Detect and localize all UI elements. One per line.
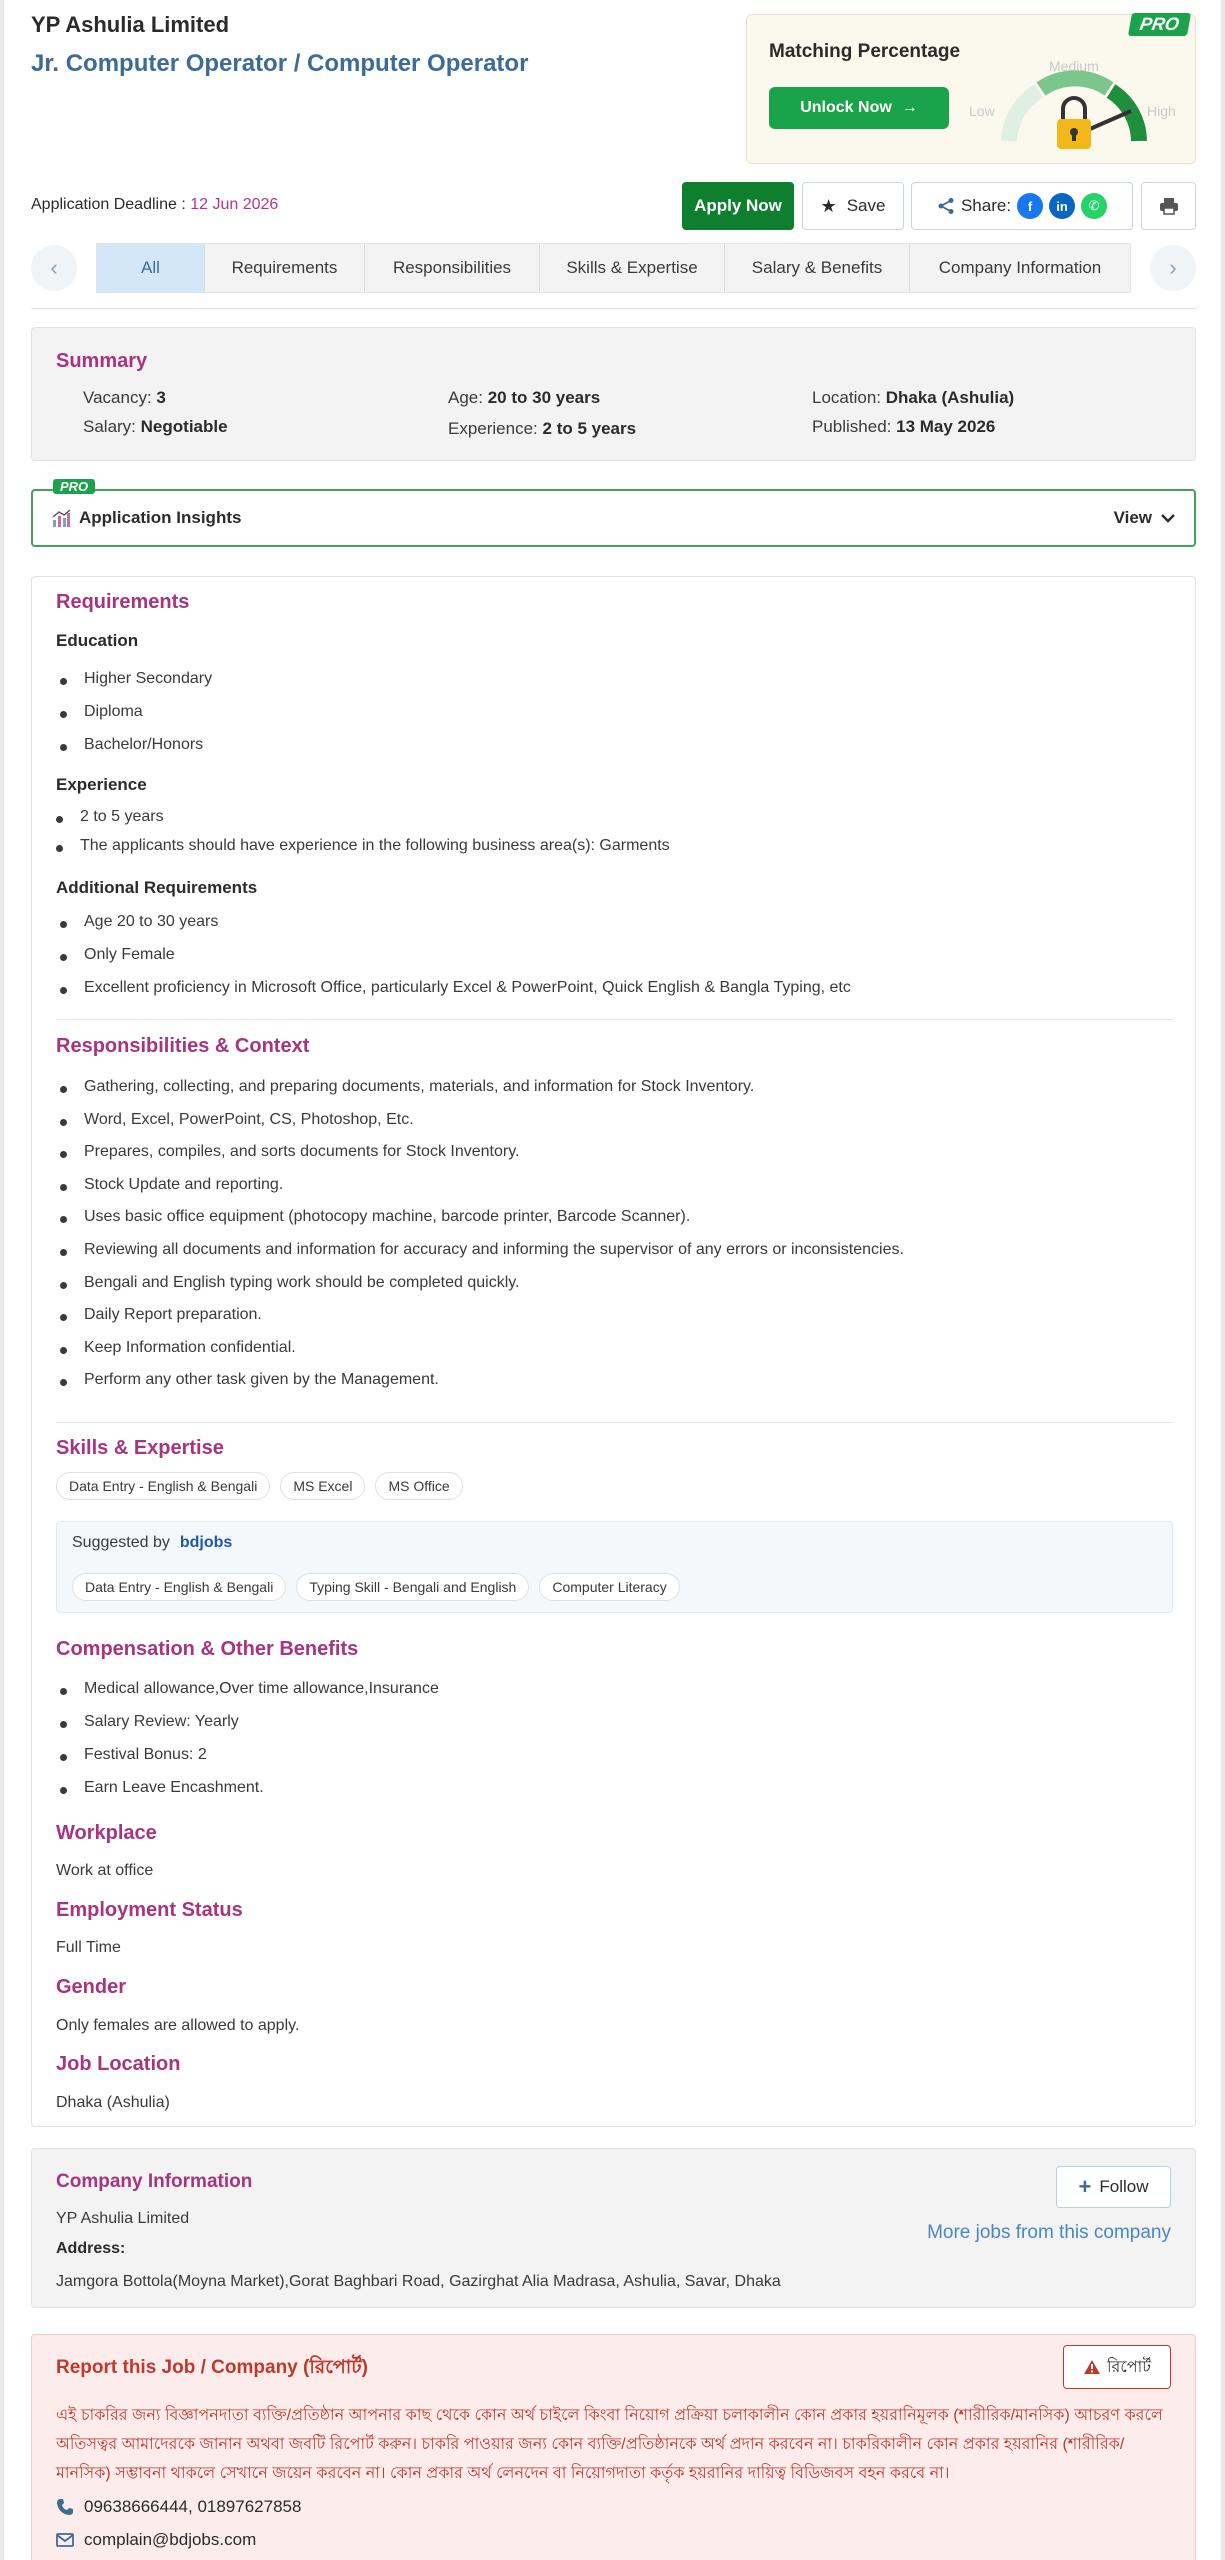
gender-value: Only females are allowed to apply. [56, 2017, 300, 2034]
suggested-by-label: Suggested by [72, 1534, 170, 1551]
summary-card [31, 327, 1196, 461]
compensation-list [56, 1680, 439, 1812]
gauge-low-label: Low [969, 103, 995, 119]
insights-label-group [51, 508, 241, 528]
company-information-title: Company Information [56, 2171, 253, 2192]
skills-title: Skills & Expertise [56, 1437, 224, 1459]
list-item: Only Female [56, 946, 851, 979]
lock-icon [1057, 98, 1091, 149]
application-deadline [31, 196, 278, 214]
suggested-skill-chip[interactable]: Data Entry - English & Bengali [72, 1573, 286, 1601]
suggested-skill-chip[interactable]: Computer Literacy [539, 1573, 679, 1601]
tabs-prev-arrow[interactable] [31, 245, 77, 291]
report-job-card [31, 2334, 1196, 2560]
responsibilities-list [56, 1078, 904, 1404]
company-information-card [31, 2148, 1196, 2308]
section-tabs [96, 243, 1131, 293]
suggested-skill-chip[interactable]: Typing Skill - Bengali and English [296, 1573, 529, 1601]
summary-age: Age: 20 to 30 years [448, 388, 601, 407]
report-warning-text: এই চাকরির জন্য বিজ্ঞাপনদাতা ব্যক্তি/প্রতিষ্ঠান আপনার কাছ থেকে কোন অর্থ চাইলে কিংবা নিয়োগ প্রক্রিয়া চলাকালীন কোন প্রকার হয়রানিমূলক (শারীরিক/মানসিক) আচরণ করলে অতিসত্বর আমাদেরকে জানান অথবা জবটি রিপোর্ট করুন। চাকরি পাওয়ার জন্য কোন ব্যক্তি/প্রতিষ্ঠানকে অর্থ প্রদান করবেন না। চাকরিকালীন কোন প্রকার হয়রানির (শারীরিক/মানসিক) সম্ভাবনা থাকলে সেখানে জয়েন করবেন না। কোন প্রকার অর্থ লেনদেন বা নিয়োগদাতা কর্তৃক হয়রানির দায়িত্ব বিডিজবস বহন করবে না। [56, 2407, 1163, 2482]
plus-icon: + [1078, 2174, 1092, 2199]
job-location-title: Job Location [56, 2053, 181, 2075]
list-item: Keep Information confidential. [56, 1339, 904, 1372]
report-button-label: রিপোর্ট [1106, 2358, 1152, 2376]
address-label: Address: [56, 2240, 126, 2257]
insights-pro-badge: PRO [53, 479, 95, 494]
share-label: Share: [960, 196, 1012, 215]
responsibilities-title: Responsibilities & Context [56, 1035, 310, 1057]
pro-badge: PRO [1128, 13, 1191, 36]
chevron-down-icon [1160, 513, 1176, 523]
section-tabs-bar [31, 243, 1196, 293]
bdjobs-logo: bdjobs [179, 1534, 233, 1551]
gauge-medium-label: Medium [1049, 58, 1099, 74]
summary-published: Published: 13 May 2026 [812, 417, 996, 436]
summary-location: Location: Dhaka (Ashulia) [812, 388, 1015, 407]
chevron-right-icon: › [1169, 255, 1177, 280]
skill-chip: MS Excel [280, 1472, 365, 1500]
phone-icon [56, 2498, 74, 2516]
education-list [56, 670, 212, 769]
unlock-now-button[interactable] [769, 87, 949, 129]
printer-icon [1159, 197, 1179, 215]
insights-chart-icon [51, 508, 71, 528]
list-item: Higher Secondary [56, 670, 212, 703]
gender-title: Gender [56, 1976, 127, 1998]
tab-salary-benefits[interactable]: Salary & Benefits [725, 244, 910, 292]
follow-label: Follow [1099, 2177, 1149, 2196]
list-item: Earn Leave Encashment. [56, 1779, 439, 1812]
report-email [56, 2530, 256, 2550]
suggested-skills-box [56, 1521, 1173, 1613]
deadline-label: Application Deadline : [31, 196, 191, 213]
company-name[interactable]: YP Ashulia Limited [31, 12, 230, 37]
requirements-title: Requirements [56, 591, 190, 613]
insights-label: Application Insights [79, 508, 242, 527]
list-item: Age 20 to 30 years [56, 913, 851, 946]
report-email-address[interactable]: complain@bdjobs.com [84, 2530, 257, 2549]
list-item: Prepares, compiles, and sorts documents for Stock Inventory. [56, 1143, 904, 1176]
list-item: Perform any other task given by the Management. [56, 1371, 904, 1404]
save-label: Save [846, 196, 886, 215]
linkedin-icon[interactable]: in [1049, 193, 1075, 219]
gauge-graphic [969, 31, 1189, 156]
print-button[interactable] [1141, 182, 1196, 230]
tabs-divider [31, 308, 1196, 309]
skill-chip: MS Office [375, 1472, 462, 1500]
list-item: The applicants should have experience in the following business area(s): Garments [52, 837, 670, 866]
experience-list [52, 808, 670, 866]
facebook-icon[interactable]: f [1017, 193, 1043, 219]
skill-chip: Data Entry - English & Bengali [56, 1472, 270, 1500]
report-title: Report this Job / Company (রিপোর্ট) [56, 2357, 368, 2378]
tabs-next-arrow[interactable] [1150, 245, 1196, 291]
company-information-name: YP Ashulia Limited [56, 2210, 190, 2227]
more-jobs-link[interactable]: More jobs from this company [927, 2222, 1171, 2243]
job-title: Jr. Computer Operator / Computer Operator [31, 50, 529, 77]
job-details-card [31, 576, 1196, 2127]
suggested-by [72, 1534, 232, 1552]
employment-status-value: Full Time [56, 1939, 121, 1956]
list-item: Festival Bonus: 2 [56, 1746, 439, 1779]
star-icon: ★ [820, 195, 837, 216]
list-item: Stock Update and reporting. [56, 1176, 904, 1209]
save-button[interactable] [802, 182, 904, 230]
tab-company-information[interactable]: Company Information [938, 258, 1102, 277]
report-button[interactable] [1063, 2345, 1171, 2389]
additional-requirements-list [56, 913, 851, 1012]
list-item: Word, Excel, PowerPoint, CS, Photoshop, Etc. [56, 1111, 904, 1144]
gauge-high-label: High [1147, 103, 1176, 119]
tab-requirements[interactable]: Requirements [205, 244, 365, 292]
tab-responsibilities[interactable]: Responsibilities [365, 244, 540, 292]
section-divider [56, 1019, 1173, 1020]
list-item: Excellent proficiency in Microsoft Office, particularly Excel & PowerPoint, Quick English & Bangla Typing, etc [56, 979, 851, 1012]
list-item: Uses basic office equipment (photocopy machine, barcode printer, Barcode Scanner). [56, 1208, 904, 1241]
arrow-right-icon: → [901, 99, 918, 116]
report-phone-numbers[interactable]: 09638666444, 01897627858 [84, 2497, 302, 2516]
summary-title: Summary [56, 350, 148, 372]
share-group [911, 182, 1133, 230]
additional-requirements-title: Additional Requirements [56, 878, 258, 897]
list-item: Bengali and English typing work should be completed quickly. [56, 1274, 904, 1307]
matching-percentage-title: Matching Percentage [769, 41, 961, 62]
compensation-title: Compensation & Other Benefits [56, 1638, 359, 1660]
mail-icon [56, 2533, 74, 2547]
whatsapp-icon[interactable]: ✆ [1081, 193, 1107, 219]
chevron-left-icon: ‹ [50, 255, 58, 280]
employment-status-title: Employment Status [56, 1899, 243, 1921]
education-title: Education [56, 631, 139, 650]
tab-all[interactable]: All [97, 244, 205, 292]
matching-percentage-card [746, 14, 1196, 164]
application-insights-bar[interactable] [31, 479, 1196, 547]
workplace-title: Workplace [56, 1822, 157, 1844]
insights-view-label: View [1113, 508, 1152, 527]
summary-salary: Salary: Negotiable [83, 417, 228, 436]
workplace-value: Work at office [56, 1862, 154, 1879]
list-item: Reviewing all documents and information for accuracy and informing the supervisor of any errors or inconsistencies. [56, 1241, 904, 1274]
apply-now-button[interactable]: Apply Now [682, 182, 794, 230]
summary-experience: Experience: 2 to 5 years [448, 419, 637, 438]
list-item: Bachelor/Honors [56, 736, 212, 769]
deadline-date: 12 Jun 2026 [190, 196, 279, 213]
list-item: Gathering, collecting, and preparing documents, materials, and information for Stock Inventory. [56, 1078, 904, 1111]
insights-view-toggle[interactable] [1114, 508, 1176, 528]
summary-vacancy: Vacancy: 3 [83, 388, 166, 407]
company-address: Jamgora Bottola(Moyna Market),Gorat Baghbari Road, Gazirghat Alia Madrasa, Ashulia, Savar, Dhaka [56, 2273, 781, 2290]
experience-title: Experience [56, 775, 147, 794]
follow-button[interactable] [1056, 2166, 1171, 2208]
share-icon [937, 197, 955, 215]
section-divider [56, 1422, 1173, 1423]
list-item: Salary Review: Yearly [56, 1713, 439, 1746]
suggested-chip-list [72, 1573, 690, 1601]
report-phone [56, 2497, 301, 2517]
warning-icon [1083, 2359, 1101, 2375]
list-item: 2 to 5 years [52, 808, 670, 837]
skills-chip-list [56, 1472, 473, 1500]
job-location-value: Dhaka (Ashulia) [56, 2094, 170, 2111]
list-item: Medical allowance,Over time allowance,Insurance [56, 1680, 439, 1713]
list-item: Daily Report preparation. [56, 1306, 904, 1339]
tab-skills-expertise[interactable]: Skills & Expertise [540, 244, 725, 292]
unlock-now-label: Unlock Now [800, 99, 892, 116]
list-item: Diploma [56, 703, 212, 736]
